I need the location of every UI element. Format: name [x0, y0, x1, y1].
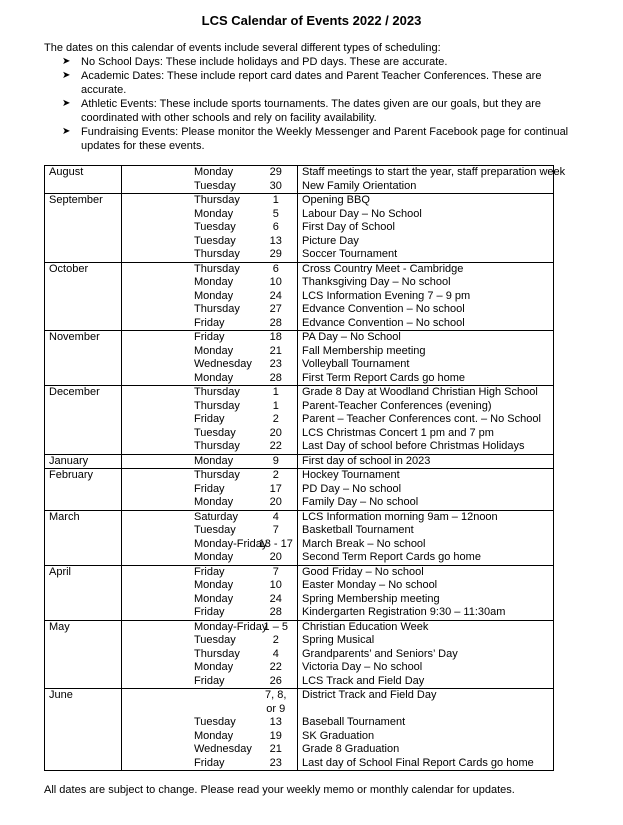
arrow-bullet-icon: ➤ [62, 70, 71, 81]
event-text: Parent – Teacher Conferences cont. – No School [302, 413, 541, 425]
event-text: First Term Report Cards go home [302, 371, 466, 384]
month-name: January [49, 454, 89, 467]
month-cell [45, 689, 122, 771]
weekday-cell [122, 331, 255, 386]
date-text: 4 [272, 510, 279, 523]
event-text: Grade 8 Graduation [302, 743, 400, 755]
calendar-body [45, 166, 566, 771]
event-cell [298, 469, 554, 511]
weekday-text: Thursday [194, 469, 240, 481]
event-cell [298, 262, 554, 331]
event-text: Good Friday – No school [302, 565, 424, 578]
date-text: 29 [269, 248, 282, 260]
weekday-text: Monday-Friday [194, 537, 268, 550]
bullet-list [44, 55, 584, 153]
month-name: May [49, 620, 70, 633]
weekday-text [194, 703, 252, 717]
date-text: 20 [269, 551, 282, 563]
intro-section [44, 41, 584, 153]
event-cell [298, 386, 554, 455]
weekday-text: Thursday [194, 248, 240, 260]
weekday-text: Monday [194, 551, 234, 563]
weekday-text: Tuesday [194, 524, 236, 536]
month-cell [45, 386, 122, 455]
intro-text: The dates on this calendar of events include several different types of scheduling: [44, 42, 441, 54]
weekday-text: Thursday [194, 194, 240, 206]
event-text: PD Day – No school [302, 482, 402, 495]
weekday-cell [122, 469, 255, 511]
arrow-bullet-icon: ➤ [62, 98, 71, 109]
event-text: Spring Membership meeting [302, 592, 440, 605]
calendar-table [44, 165, 566, 771]
weekday-text: Thursday [194, 647, 240, 660]
event-cell [298, 689, 554, 771]
date-text: 19 [269, 729, 282, 742]
weekday-text: Thursday [194, 303, 240, 315]
weekday-text: Friday [194, 316, 225, 329]
weekday-text: Friday [194, 756, 225, 769]
date-text: 20 [269, 426, 282, 439]
month-name: June [49, 689, 73, 701]
weekday-text: Friday [194, 565, 225, 578]
event-text: Family Day – No school [302, 496, 419, 508]
date-text: 23 [269, 358, 282, 370]
date-text: 28 [269, 371, 282, 384]
arrow-bullet-icon: ➤ [62, 126, 71, 137]
month-row [45, 454, 554, 469]
date-text: or 9 [266, 702, 286, 715]
month-name: September [49, 194, 103, 206]
weekday-text: Monday [194, 496, 234, 508]
date-text: 13 [269, 234, 282, 247]
date-text: 7 [272, 565, 279, 578]
date-text: 10 [269, 276, 282, 288]
date-text: 27 [269, 303, 282, 315]
month-cell [45, 166, 122, 194]
event-text: First Day of School [302, 221, 395, 233]
event-text: Labour Day – No School [302, 207, 422, 220]
date-text: 2 [272, 413, 279, 425]
event-cell [298, 166, 566, 194]
event-text: Cross Country Meet - Cambridge [302, 262, 464, 275]
date-text: 21 [269, 743, 282, 755]
date-text: 13 [269, 716, 282, 728]
date-cell [255, 166, 298, 194]
event-text: Fall Membership meeting [302, 344, 426, 357]
month-row [45, 469, 554, 511]
date-text: 29 [269, 166, 282, 178]
date-cell [255, 689, 298, 771]
month-cell [45, 620, 122, 689]
date-cell [255, 469, 298, 511]
month-name: February [49, 469, 94, 481]
bullet-text: Academic Dates: These include report card dates and Parent Teacher Conferences. These are accurate. [81, 70, 542, 96]
date-text: 24 [269, 592, 282, 605]
month-cell [45, 194, 122, 263]
event-text: LCS Christmas Concert 1 pm and 7 pm [302, 426, 494, 439]
weekday-text: Tuesday [194, 234, 236, 247]
weekday-cell [122, 262, 255, 331]
date-text: 1 – 5 [263, 620, 288, 633]
date-text: 1 [272, 386, 279, 398]
month-name: December [49, 386, 100, 398]
event-text: LCS Track and Field Day [302, 674, 425, 687]
date-text: 22 [269, 440, 282, 452]
date-text: 13 - 17 [258, 537, 293, 550]
weekday-text: Monday [194, 454, 234, 467]
weekday-text: Thursday [194, 262, 240, 275]
date-cell [255, 510, 298, 565]
month-name: November [49, 331, 100, 343]
weekday-text: Friday [194, 413, 225, 425]
weekday-text: Monday [194, 289, 234, 302]
weekday-text: Friday [194, 331, 225, 343]
month-cell [45, 510, 122, 565]
event-text: Picture Day [302, 234, 359, 247]
month-cell [45, 262, 122, 331]
weekday-cell [122, 194, 255, 263]
arrow-bullet-icon: ➤ [62, 56, 71, 67]
event-cell [298, 620, 554, 689]
month-row [45, 166, 554, 194]
date-text: 30 [269, 179, 282, 192]
event-text: District Track and Field Day [302, 689, 437, 701]
bullet-text: Athletic Events: These include sports tournaments. The dates given are our goals, but they are coordinated with other schools and rely on facility availability. [81, 98, 542, 124]
month-name: April [49, 565, 72, 578]
date-cell [255, 194, 298, 263]
event-cell [298, 331, 554, 386]
month-cell [45, 469, 122, 511]
event-text: LCS Information Evening 7 – 9 pm [302, 289, 471, 302]
event-text [302, 703, 550, 717]
event-text: Baseball Tournament [302, 716, 406, 728]
event-text: Staff meetings to start the year, staff preparation week [302, 166, 566, 178]
event-text: Volleyball Tournament [302, 358, 410, 370]
event-text: LCS Information morning 9am – 12noon [302, 510, 498, 523]
weekday-text: Wednesday [194, 358, 252, 370]
date-text: 7 [272, 524, 279, 536]
date-text: 2 [272, 469, 279, 481]
event-text: Spring Musical [302, 634, 375, 646]
date-text: 10 [269, 579, 282, 591]
month-row [45, 689, 554, 771]
event-text: Edvance Convention – No school [302, 303, 465, 315]
event-text: SK Graduation [302, 729, 375, 742]
event-text: Christian Education Week [302, 620, 429, 633]
month-row [45, 262, 554, 331]
month-row [45, 565, 554, 620]
event-text: Grandparents’ and Seniors’ Day [302, 647, 458, 660]
date-text: 7, 8, [265, 689, 287, 701]
date-text: 23 [269, 756, 282, 769]
weekday-text: Tuesday [194, 634, 236, 646]
event-text: Kindergarten Registration 9:30 – 11:30am [302, 606, 506, 618]
bullet-item [44, 55, 584, 69]
month-row [45, 620, 554, 689]
date-text: 22 [269, 661, 282, 673]
event-cell [298, 510, 554, 565]
event-text: New Family Orientation [302, 179, 417, 192]
month-cell [45, 565, 122, 620]
bullet-item [44, 69, 584, 97]
weekday-cell [122, 386, 255, 455]
date-cell [255, 331, 298, 386]
date-cell [255, 454, 298, 469]
month-name: August [49, 166, 84, 178]
date-text: 26 [269, 674, 282, 687]
weekday-text: Thursday [194, 440, 240, 452]
date-text: 17 [269, 482, 282, 495]
bullet-text: Fundraising Events: Please monitor the Weekly Messenger and Parent Facebook page for continual updates for these events. [81, 126, 569, 152]
event-text: Last Day of school before Christmas Holidays [302, 440, 525, 452]
weekday-cell [122, 454, 255, 469]
weekday-text: Monday [194, 276, 234, 288]
month-name: March [49, 510, 80, 523]
month-row [45, 331, 554, 386]
bullet-item [44, 125, 584, 153]
event-text: Hockey Tournament [302, 469, 400, 481]
event-text: First day of school in 2023 [302, 454, 431, 467]
weekday-cell [122, 620, 268, 689]
weekday-text: Friday [194, 606, 225, 618]
weekday-cell [122, 510, 268, 565]
event-text: Basketball Tournament [302, 524, 414, 536]
date-text: 28 [269, 316, 282, 329]
event-text: Thanksgiving Day – No school [302, 276, 451, 288]
event-text: Parent-Teacher Conferences (evening) [302, 399, 492, 412]
event-text: Last day of School Final Report Cards go home [302, 756, 534, 769]
event-cell [298, 454, 554, 469]
weekday-text [194, 689, 252, 703]
month-cell [45, 454, 122, 469]
weekday-text: Monday [194, 166, 234, 178]
date-text: 18 [269, 331, 282, 343]
event-text: March Break – No school [302, 537, 426, 550]
weekday-text: Monday [194, 371, 234, 384]
weekday-text: Tuesday [194, 716, 236, 728]
event-cell [298, 565, 554, 620]
date-text: 28 [269, 606, 282, 618]
date-text: 6 [272, 221, 279, 233]
footer-note: All dates are subject to change. Please read your weekly memo or monthly calendar for updates. [44, 784, 515, 796]
event-cell [298, 194, 554, 263]
weekday-text: Monday [194, 729, 234, 742]
weekday-text: Monday [194, 207, 234, 220]
weekday-text: Tuesday [194, 179, 236, 192]
weekday-text: Tuesday [194, 426, 236, 439]
event-text: Victoria Day – No school [302, 661, 423, 673]
weekday-text: Wednesday [194, 743, 252, 755]
weekday-text: Monday [194, 344, 234, 357]
date-text: 1 [272, 399, 279, 412]
event-text: PA Day – No School [302, 331, 401, 343]
weekday-text: Friday [194, 482, 225, 495]
weekday-cell [122, 565, 255, 620]
date-text: 2 [272, 634, 279, 646]
weekday-text: Monday [194, 579, 234, 591]
weekday-text: Friday [194, 674, 225, 687]
weekday-text: Saturday [194, 510, 239, 523]
date-text: 21 [269, 344, 282, 357]
event-text: Soccer Tournament [302, 248, 398, 260]
weekday-text: Monday [194, 661, 234, 673]
bullet-item [44, 97, 584, 125]
date-text: 9 [272, 454, 279, 467]
weekday-text: Monday-Friday [194, 620, 268, 633]
date-text: 24 [269, 289, 282, 302]
event-text: Opening BBQ [302, 194, 370, 206]
date-cell [255, 565, 298, 620]
weekday-text: Thursday [194, 386, 240, 398]
month-cell [45, 331, 122, 386]
weekday-cell [122, 166, 255, 194]
month-row [45, 386, 554, 455]
event-text: Edvance Convention – No school [302, 316, 465, 329]
weekday-cell [122, 689, 255, 771]
date-cell [255, 262, 298, 331]
event-text: Second Term Report Cards go home [302, 551, 481, 563]
event-text: Easter Monday – No school [302, 579, 438, 591]
date-text: 1 [272, 194, 279, 206]
page-title: LCS Calendar of Events 2022 / 2023 [201, 13, 422, 28]
month-name: October [49, 262, 89, 275]
weekday-text: Tuesday [194, 221, 236, 233]
month-row [45, 510, 554, 565]
date-text: 6 [272, 262, 279, 275]
date-cell [255, 386, 298, 455]
date-text: 5 [272, 207, 279, 220]
bullet-text: No School Days: These include holidays and PD days. These are accurate. [81, 56, 448, 68]
month-row [45, 194, 554, 263]
event-text: Grade 8 Day at Woodland Christian High School [302, 386, 538, 398]
weekday-text: Monday [194, 592, 234, 605]
weekday-text: Thursday [194, 399, 240, 412]
date-text: 20 [269, 496, 282, 508]
date-text: 4 [272, 647, 279, 660]
